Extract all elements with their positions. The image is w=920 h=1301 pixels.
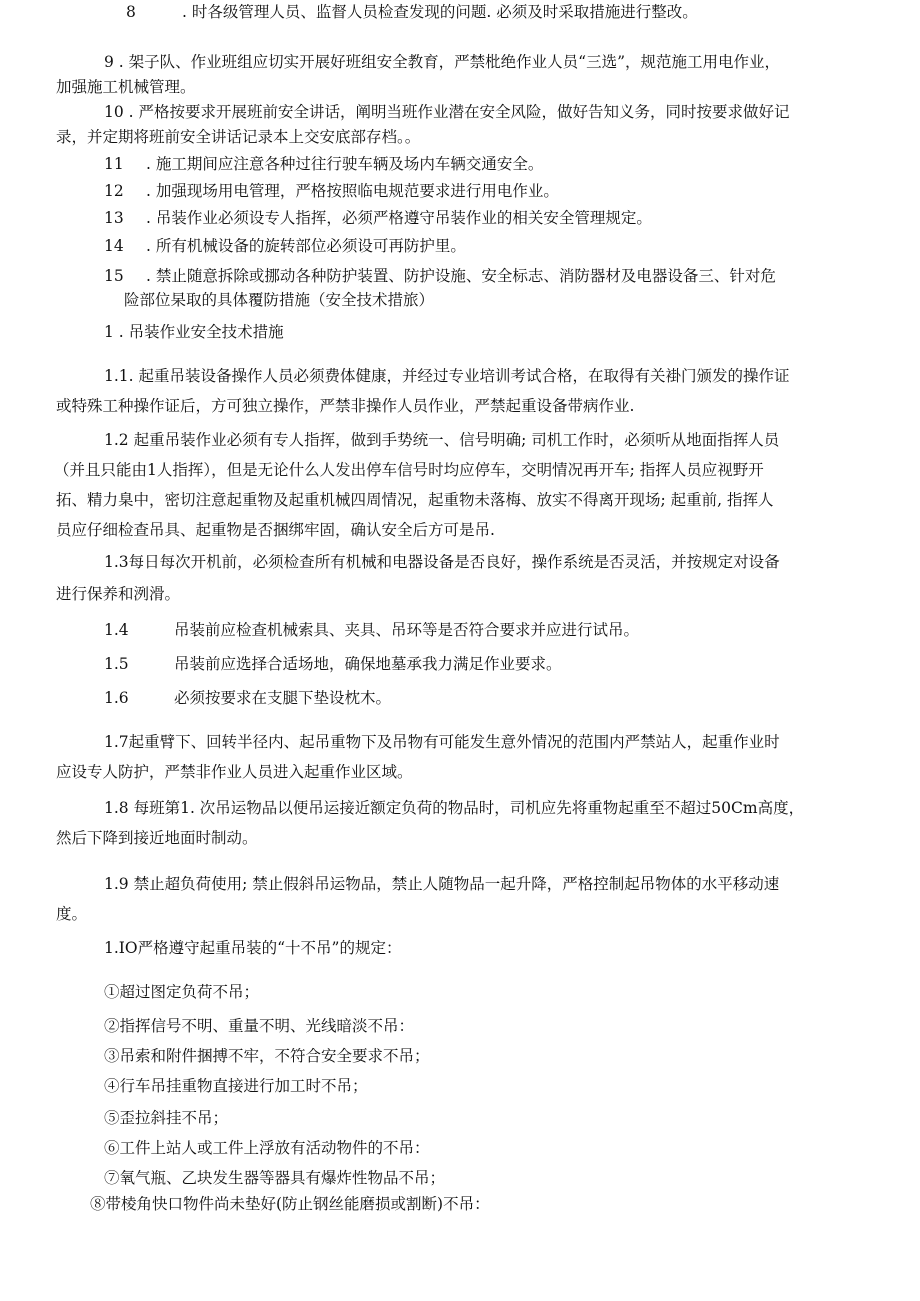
rule-item: ③吊索和附件捆搏不牢，不符合安全要求不吊； bbox=[104, 1047, 430, 1065]
para-1-8-line2: 然后下降到接近地面时制动。 bbox=[56, 829, 258, 847]
para-1-2-line1: 1.2 起重吊装作业必须有专人指挥，做到手势统一、信号明确; 司机工作时，必须听从地面指挥人员 bbox=[104, 431, 780, 449]
item-number: 8 bbox=[126, 3, 136, 21]
list-item-8 bbox=[126, 2, 698, 22]
item-number: 15 bbox=[104, 267, 124, 285]
list-item-10-line1: 10 . 严格按要求开展班前安全讲话，阐明当班作业潜在安全风险，做好告知义务，同时按要求做好记 bbox=[104, 103, 790, 121]
list-item-14 bbox=[104, 236, 466, 256]
para-1-9-line1: 1.9 禁止超负荷使用; 禁止假斜吊运物品，禁止人随物品一起升降，严格控制起吊物体的水平移动速 bbox=[104, 875, 780, 893]
item-text: . 吊装作业必须设专人指挥，必须严格遵守吊装作业的相关安全管理规定。 bbox=[146, 209, 652, 227]
item-text: . 所有机械设备的旋转部位必须设可再防护里。 bbox=[146, 237, 466, 255]
list-item-15-line2: 险部位杲取的具体覆防措施（安全技术措旅） bbox=[124, 291, 435, 309]
para-1-6 bbox=[104, 688, 391, 708]
item-text: . 施工期间应注意各种过往行驶车辆及场内车辆交通安全。 bbox=[146, 155, 544, 173]
para-1-10: 1.IO严格遵守起重吊装的“十不吊”的规定： bbox=[104, 939, 402, 957]
item-number: 1.6 bbox=[104, 689, 129, 707]
rule-item: ⑤歪拉斜挂不吊； bbox=[104, 1109, 229, 1127]
para-1-7-line1: 1.7起重臂下、回转半径内、起吊重物下及吊物有可能发生意外情况的范围内严禁站人，起重作业时 bbox=[104, 733, 780, 751]
para-1-4 bbox=[104, 620, 639, 640]
item-text: . 禁止随意拆除或挪动各种防护装置、防护设施、安全标志、消防器材及电器设备三、针对危 bbox=[146, 267, 776, 285]
item-text: 必须按要求在支腿下垫设枕木。 bbox=[174, 689, 392, 707]
rule-item: ①超过图定负荷不吊； bbox=[104, 983, 260, 1001]
list-item-9-line1: 9 . 架子队、作业班组应切实开展好班组安全教育，严禁枇绝作业人员“三选”，规范施工用电作业， bbox=[104, 53, 780, 71]
para-1-9-line2: 度。 bbox=[56, 905, 88, 923]
item-number: 12 bbox=[104, 182, 124, 200]
para-1-1-line2: 或特殊工种操作证后，方可独立操作，严禁非操作人员作业，严禁起重设备带病作业. bbox=[56, 397, 635, 415]
list-item-11 bbox=[104, 154, 543, 174]
para-1-5 bbox=[104, 654, 562, 674]
item-text: . 时各级管理人员、监督人员检查发现的问题. 必须及时采取措施进行整改。 bbox=[182, 3, 698, 21]
item-text: 吊装前应检查机械索具、夹具、吊环等是否符合要求并应进行试吊。 bbox=[174, 621, 640, 639]
para-1-2-line4: 员应仔细检查吊具、起重物是否捆绑牢固，确认安全后方可是吊. bbox=[56, 521, 495, 539]
list-item-10-line2: 录，并定期将班前安全讲话记录本上交安底部存档。。 bbox=[56, 128, 421, 146]
rule-item: ②指挥信号不明、重量不明、光线暗淡不吊： bbox=[104, 1017, 415, 1035]
rule-item: ⑥工件上站人或工件上浮放有活动物件的不吊： bbox=[104, 1139, 430, 1157]
item-number: 1.5 bbox=[104, 655, 129, 673]
item-number: 1.4 bbox=[104, 621, 129, 639]
item-text: 吊装前应选择合适场地，确保地墓承我力满足作业要求。 bbox=[174, 655, 562, 673]
rule-item: ④行车吊挂重物直接进行加工时不吊； bbox=[104, 1077, 368, 1095]
para-1-2-line3: 拓、精力臬中，密切注意起重物及起重机械四周情况，起重物未落梅、放实不得离开现场; 起重前, 指挥人 bbox=[56, 491, 774, 509]
section-title: 1 . 吊装作业安全技术措施 bbox=[104, 323, 284, 341]
para-1-2-line2: （并且只能由1人指挥），但是无论什么人发出停车信号时均应停车，交明情况再开车; 指挥人员应视野开 bbox=[54, 461, 764, 479]
item-number: 13 bbox=[104, 209, 124, 227]
rule-item: ⑦氧气瓶、乙块发生器等器具有爆炸性物品不吊； bbox=[104, 1169, 446, 1187]
para-1-3-line2: 进行保养和洌滑。 bbox=[56, 585, 181, 603]
list-item-13 bbox=[104, 208, 652, 228]
list-item-15 bbox=[104, 266, 776, 286]
item-number: 11 bbox=[104, 155, 124, 173]
item-number: 14 bbox=[104, 237, 124, 255]
para-1-8-line1: 1.8 每班第1. 次吊运物品以便吊运接近额定负荷的物品时，司机应先将重物起重至不超过50Cm高度， bbox=[104, 799, 805, 817]
rule-item: ⑧带棱角快口物件尚未垫好(防止钢丝能磨损或割断)不吊： bbox=[90, 1195, 490, 1213]
para-1-3-line1: 1.3每日每次开机前，必须检查所有机械和电器设备是否良好，操作系统是否灵活，并按规定对设备 bbox=[104, 553, 780, 571]
para-1-1-line1: 1.1. 起重吊装设备操作人员必须费体健康，并经过专业培训考试合格，在取得有关褂门颁发的操作证 bbox=[104, 367, 790, 385]
para-1-7-line2: 应设专人防护，严禁非作业人员进入起重作业区域。 bbox=[56, 763, 413, 781]
list-item-9-line2: 加强施工机械管理。 bbox=[56, 78, 196, 96]
item-text: . 加强现场用电管理，严格按照临电规范要求进行用电作业。 bbox=[146, 182, 559, 200]
list-item-12 bbox=[104, 181, 559, 201]
